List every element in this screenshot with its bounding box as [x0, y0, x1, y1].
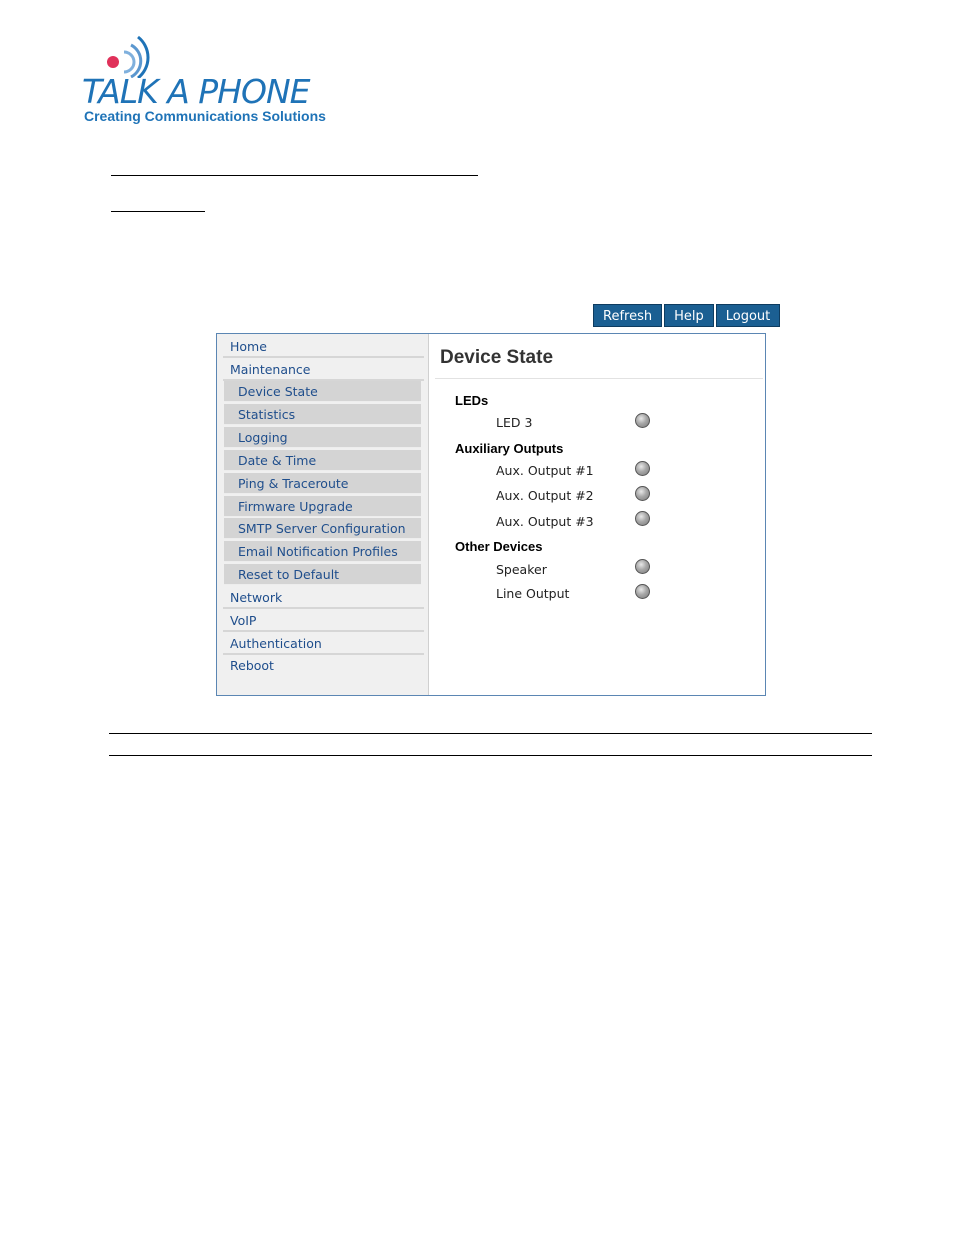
- section-heading-other-devices: Other Devices: [455, 539, 543, 554]
- sidebar-item-network[interactable]: Network: [223, 587, 424, 609]
- heading-underline: [111, 175, 478, 176]
- page-title: Device State: [440, 347, 554, 368]
- subheading-underline: [111, 211, 205, 212]
- logout-button[interactable]: Logout: [716, 304, 781, 327]
- help-button[interactable]: Help: [664, 304, 714, 327]
- section-heading-auxiliary-outputs: Auxiliary Outputs: [455, 441, 564, 456]
- line-output-indicator-icon: [635, 584, 650, 599]
- sidebar-subitem-smtp-server-configuration[interactable]: SMTP Server Configuration: [224, 518, 421, 539]
- aux-output-2-label: Aux. Output #2: [496, 488, 594, 503]
- sidebar-item-voip[interactable]: VoIP: [223, 610, 424, 632]
- logo-tagline: Creating Communications Solutions: [84, 108, 326, 124]
- sidebar-item-authentication[interactable]: Authentication: [223, 633, 424, 655]
- aux-output-3-indicator-icon: [635, 511, 650, 526]
- logo-title: TALK A PHONE: [82, 72, 310, 111]
- speaker-indicator-icon: [635, 559, 650, 574]
- refresh-button[interactable]: Refresh: [593, 304, 662, 327]
- sidebar-subitem-reset-to-default[interactable]: Reset to Default: [224, 564, 421, 585]
- sidebar-subitem-statistics[interactable]: Statistics: [224, 404, 421, 425]
- table-top-rule: [109, 733, 872, 734]
- sidebar-subitem-firmware-upgrade[interactable]: Firmware Upgrade: [224, 496, 421, 517]
- led-3-label: LED 3: [496, 415, 533, 430]
- sidebar-subitem-ping-traceroute[interactable]: Ping & Traceroute: [224, 473, 421, 494]
- sidebar-subitem-logging[interactable]: Logging: [224, 427, 421, 448]
- table-bottom-rule: [109, 755, 872, 756]
- led-3-indicator-icon: [635, 413, 650, 428]
- top-toolbar: [593, 304, 780, 327]
- section-heading-leds: LEDs: [455, 393, 489, 408]
- line-output-label: Line Output: [496, 586, 570, 601]
- sidebar-subitem-date-time[interactable]: Date & Time: [224, 450, 421, 471]
- aux-output-1-indicator-icon: [635, 461, 650, 476]
- sidebar-subitem-email-notification-profiles[interactable]: Email Notification Profiles: [224, 541, 421, 562]
- sidebar-nav: [217, 334, 429, 695]
- talkaphone-logo: [82, 32, 352, 127]
- aux-output-1-label: Aux. Output #1: [496, 463, 594, 478]
- sidebar-item-reboot[interactable]: Reboot: [230, 658, 274, 673]
- web-interface-panel: [216, 333, 766, 696]
- title-divider: [435, 378, 763, 379]
- aux-output-2-indicator-icon: [635, 486, 650, 501]
- sidebar-subitem-device-state[interactable]: Device State: [224, 381, 421, 402]
- sidebar-item-home[interactable]: Home: [223, 336, 424, 358]
- device-state-content: [429, 334, 765, 695]
- speaker-label: Speaker: [496, 562, 547, 577]
- aux-output-3-label: Aux. Output #3: [496, 514, 594, 529]
- sidebar-item-maintenance[interactable]: Maintenance: [223, 359, 424, 381]
